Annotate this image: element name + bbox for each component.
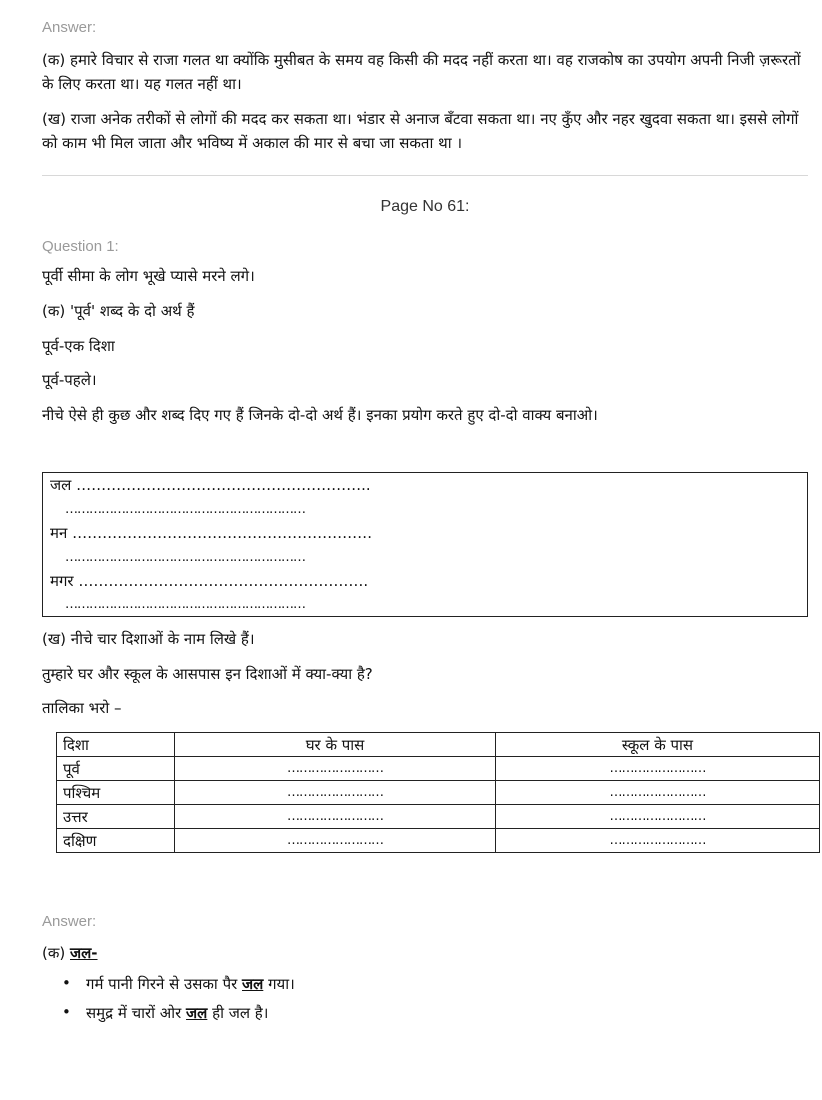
blank-line: …………………………………………………… <box>65 502 305 517</box>
table-header: स्कूल के पास <box>496 733 820 757</box>
word-line-jal: जल ………………………………………………….. <box>50 476 371 494</box>
list-item <box>62 974 295 994</box>
directions-table <box>56 732 820 853</box>
question-kha-line: तालिका भरो – <box>42 699 122 717</box>
table-row <box>57 829 820 853</box>
question-label: Question 1: <box>42 238 119 255</box>
table-cell: दक्षिण <box>57 829 175 853</box>
highlighted-word: जल <box>242 975 264 993</box>
table-cell: उत्तर <box>57 805 175 829</box>
blank-line: …………………………………………………… <box>65 597 305 612</box>
answer-label: Answer: <box>42 913 97 930</box>
answer-ka-paragraph: (क) हमारे विचार से राजा गलत था क्योंकि मुसीबत के समय वह किसी की मदद नहीं करता था। वह राजकोष का उपयोग अपनी निजी ज़रूरतों के लिए करता था। यह गलत नहीं था। <box>42 51 801 93</box>
table-cell: …………………… <box>496 805 820 829</box>
text-after: गया। <box>263 975 295 993</box>
text-after: ही जल है। <box>207 1004 269 1022</box>
text-before: गर्म पानी गिरने से उसका पैर <box>86 975 242 993</box>
answer-heading-prefix: (क) <box>42 944 70 962</box>
page-number-heading: Page No 61: <box>380 198 470 215</box>
table-cell: …………………… <box>175 805 496 829</box>
list-item-text <box>86 1004 268 1022</box>
question-line: (क) 'पूर्व' शब्द के दो अर्थ हैं <box>42 302 195 320</box>
table-row <box>57 757 820 781</box>
blank-line: …………………………………………………… <box>65 550 305 565</box>
table-cell: पश्चिम <box>57 781 175 805</box>
table-header: घर के पास <box>175 733 496 757</box>
answer-label: Answer: <box>42 19 97 36</box>
section-divider <box>42 175 808 176</box>
question-kha-line: तुम्हारे घर और स्कूल के आसपास इन दिशाओं में क्या-क्या है? <box>42 665 373 683</box>
table-cell: …………………… <box>496 757 820 781</box>
answer-kha-paragraph: (ख) राजा अनेक तरीकों से लोगों की मदद कर सकता था। भंडार से अनाज बँटवा सकता था। नए कुँए और नहर खुदवा सकता था। इससे लोगों को काम भी मिल जाता और भविष्य में अकाल की मार से बचा जा सकता था । <box>42 110 799 152</box>
table-cell: …………………… <box>175 781 496 805</box>
question-line: पूर्व-एक दिशा <box>42 337 115 355</box>
word-line-magar: मगर …………………………………………………. <box>50 572 369 590</box>
answer-heading <box>42 943 98 963</box>
table-cell: …………………… <box>496 829 820 853</box>
table-cell: …………………… <box>175 757 496 781</box>
word-line-man: मन …………………………………………………… <box>50 524 373 542</box>
answer-heading-word: जल- <box>70 944 98 962</box>
table-row <box>57 805 820 829</box>
text-before: समुद्र में चारों ओर <box>86 1004 187 1022</box>
table-cell: पूर्व <box>57 757 175 781</box>
table-cell: …………………… <box>496 781 820 805</box>
table-cell: …………………… <box>175 829 496 853</box>
highlighted-word: जल <box>186 1004 208 1022</box>
question-kha-line: (ख) नीचे चार दिशाओं के नाम लिखे हैं। <box>42 630 255 648</box>
question-line: पूर्वी सीमा के लोग भूखे प्यासे मरने लगे। <box>42 267 255 285</box>
question-instruction: नीचे ऐसे ही कुछ और शब्द दिए गए हैं जिनके दो-दो अर्थ हैं। इनका प्रयोग करते हुए दो-दो वाक्य बनाओ। <box>42 406 598 424</box>
list-item-text <box>86 975 295 993</box>
table-row <box>57 781 820 805</box>
table-header-row <box>57 733 820 757</box>
table-header: दिशा <box>57 733 175 757</box>
question-line: पूर्व-पहले। <box>42 371 97 389</box>
list-item <box>62 1003 268 1023</box>
word-exercise-box <box>42 472 808 617</box>
